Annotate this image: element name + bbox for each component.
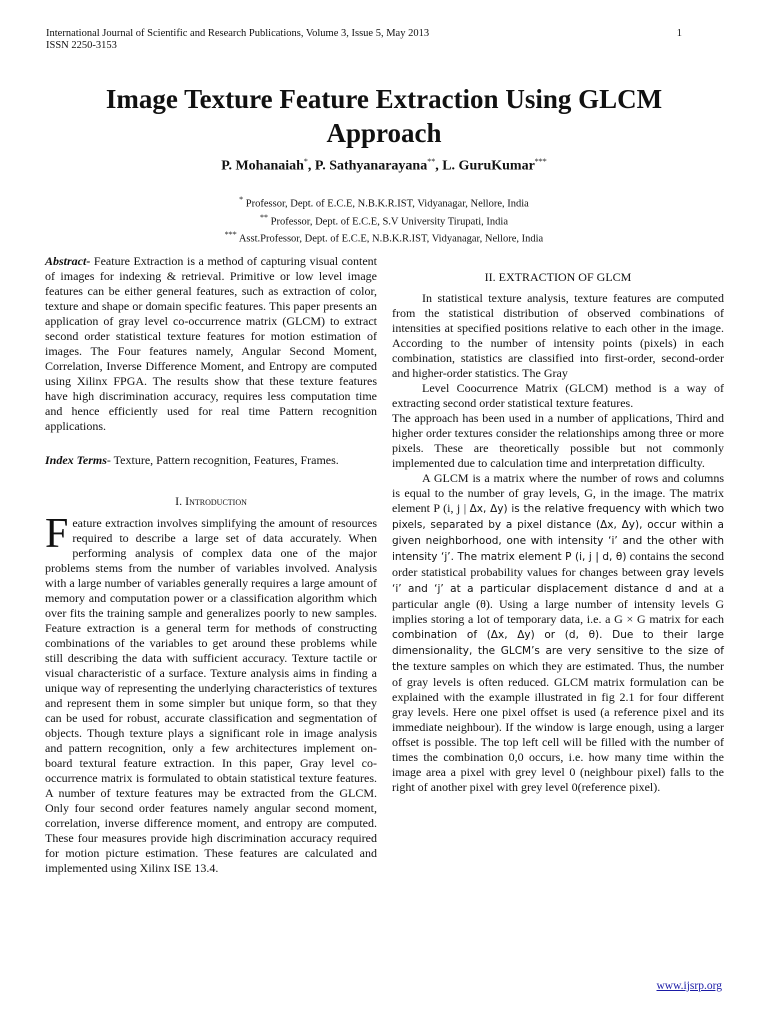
section-numeral: I.	[175, 494, 183, 508]
author-mark: ***	[534, 157, 547, 166]
abstract-label: Abstract-	[45, 254, 91, 268]
paragraph-part: gray levels ‘i’ and ‘j’ at a particular displacement distance d and	[392, 567, 724, 595]
paragraph	[392, 471, 724, 795]
journal-citation: International Journal of Scientific and Research Publications, Volume 3, Issue 5, May 2013	[46, 28, 430, 39]
affiliation-mark: *	[239, 195, 244, 204]
paragraph-part: at a particular angle (θ). Using a large number of intensity levels G implies storing a lot of temporary data, i.e. a G × G matrix for each	[392, 581, 724, 626]
paragraph: The approach has been used in a number of applications, Third and higher order textures consider the relationships among three or more pixels. These are theoretically possible but not commonly implemented due to calculation time and interpretation difficulty.	[392, 411, 724, 470]
left-column	[45, 254, 377, 876]
author-name: P. Mohanaiah	[221, 158, 304, 174]
affiliation	[60, 193, 708, 211]
abstract	[45, 254, 377, 434]
paragraph: In statistical texture analysis, texture features are computed from the statistical distribution of observed combinations of intensities at specified positions relative to each other in the image. According to the number of intensity points (pixels) in each combination, statistics are classified into first-order, second-order and higher-order statistics. The Gray	[392, 291, 724, 380]
introduction-body: eature extraction involves simplifying the amount of resources required to describe a large set of data accurately. When performing analysis of complex data one of the major problems stems from the number of variables involved. Analysis with a large number of variables generally requires a large amount of memory and computation power or a classification algorithm which over fits the training sample and generalizes poorly to new samples. Feature extraction is a general term for methods of constructing combinations of the variables to get around these problems while still describing the data with sufficient accuracy. Texture tactile or visual characteristic of a surface. Texture analysis aims in finding a unique way of representing the underlying characteristics of textures and represent them in some simpler but unique form, so that they can be used for robust, accurate classification and segmentation of objects. Though texture plays a significant role in image analysis and pattern recognition, only a few architectures implement on-board textural feature extraction. In this paper, Gray level co-occurrence matrix is formulated to obtain statistical texture features. A number of texture features may be extracted from the GLCM. Only four second order features namely angular second moment, correlation, inverse difference moment, and entropy are computed. These four measures provide high discrimination accuracy required for motion picture estimation. These features are calculated and implemented using Xilinx ISE 13.4.	[45, 516, 377, 875]
page-number: 1	[676, 28, 682, 39]
running-header	[46, 28, 429, 52]
index-terms-text: - Texture, Pattern recognition, Features, Frames.	[106, 453, 339, 467]
affiliation	[60, 211, 708, 229]
paragraph-part: contains the second order statistical probability values for changes between	[392, 549, 724, 579]
affiliation-mark: ***	[224, 230, 237, 239]
author-name: L. GuruKumar	[442, 158, 535, 174]
paragraph-part: A GLCM is a matrix where the number of rows and columns is equal to the number of gray levels, G, in the image. The matrix element P (i, j |	[392, 471, 724, 515]
introduction-text	[45, 511, 377, 876]
affiliations	[60, 193, 708, 246]
abstract-text: Feature Extraction is a method of capturing visual content of images for indexing & retrieval. Primitive or low level image features can be either general features, such as extraction of color, texture and shape or domain specific features. This paper presents an application of gray level co-occurrence matrix (GLCM) to extract second order statistical texture features for motion estimation of images. The Four features namely, Angular Second Moment, Correlation, Inverse Difference Moment, and Entropy are computed using Xilinx FPGA. The results show that these texture features have high discrimination accuracy, requires less computation time and hence efficiently used for real time Pattern recognition applications.	[45, 254, 377, 433]
affiliation	[60, 228, 708, 246]
section-title: Introduction	[185, 494, 247, 508]
author-mark: *	[303, 157, 308, 166]
section-heading	[45, 494, 377, 509]
paragraph-part: combination of (Δx, Δy) or (d, θ). Due to their large dimensionality, the GLCM’s are very sensitive to the size of the	[392, 629, 724, 673]
drop-cap: F	[45, 511, 69, 557]
affiliation-mark: **	[259, 212, 268, 222]
section-heading: II. EXTRACTION OF GLCM	[484, 270, 632, 284]
paragraph-part: Δx, Δy) is the relative frequency with which two pixels, separated by a pixel distance (Δx, Δy), occur within a given neighborhood, one with intensity ‘i’ and the other with intensity ‘j’. The matrix element P (i, j | d, θ)	[392, 503, 725, 563]
issn: ISSN 2250-3153	[46, 40, 117, 51]
paper-title: Image Texture Feature Extraction Using GLCM Approach	[105, 84, 663, 148]
journal-website-link[interactable]: www.ijsrp.org	[656, 980, 722, 992]
affiliation-text: Professor, Dept. of E.C.E, N.B.K.R.IST, Vidyanagar, Nellore, India	[245, 198, 529, 210]
right-column	[392, 270, 724, 795]
affiliation-text: Professor, Dept. of E.C.E, S.V University Tirupati, India	[270, 216, 508, 227]
author-name: P. Sathyanarayana	[314, 158, 428, 174]
affiliation-text: Asst.Professor, Dept. of E.C.E, N.B.K.R.IST, Vidyanagar, Nellore, India	[238, 233, 544, 245]
index-terms-label: Index Terms	[45, 453, 107, 467]
paragraph: Level Coocurrence Matrix (GLCM) method is a way of extracting second order statistical texture features.	[392, 381, 724, 410]
index-terms	[45, 453, 377, 468]
paragraph-part: texture samples on which they are estimated. Thus, the number of gray levels is often reduced. GLCM matrix formulation can be explained with the example illustrated in fig 2.1 for four different gray levels. Here one pixel offset is used (a reference pixel and its immediate neighbour). If the window is large enough, using a larger offset is possible. The top left cell will be filled with the number of times the combination 0,0 occurs, i.e. how many time within the image area a pixel with grey level 0 (neighbour pixel) falls to the right of another pixel with grey level 0(reference pixel).	[392, 659, 724, 794]
author-mark: **	[427, 157, 436, 166]
author-list: P. Mohanaiah*, P. Sathyanarayana**, L. GuruKumar***	[221, 157, 547, 174]
